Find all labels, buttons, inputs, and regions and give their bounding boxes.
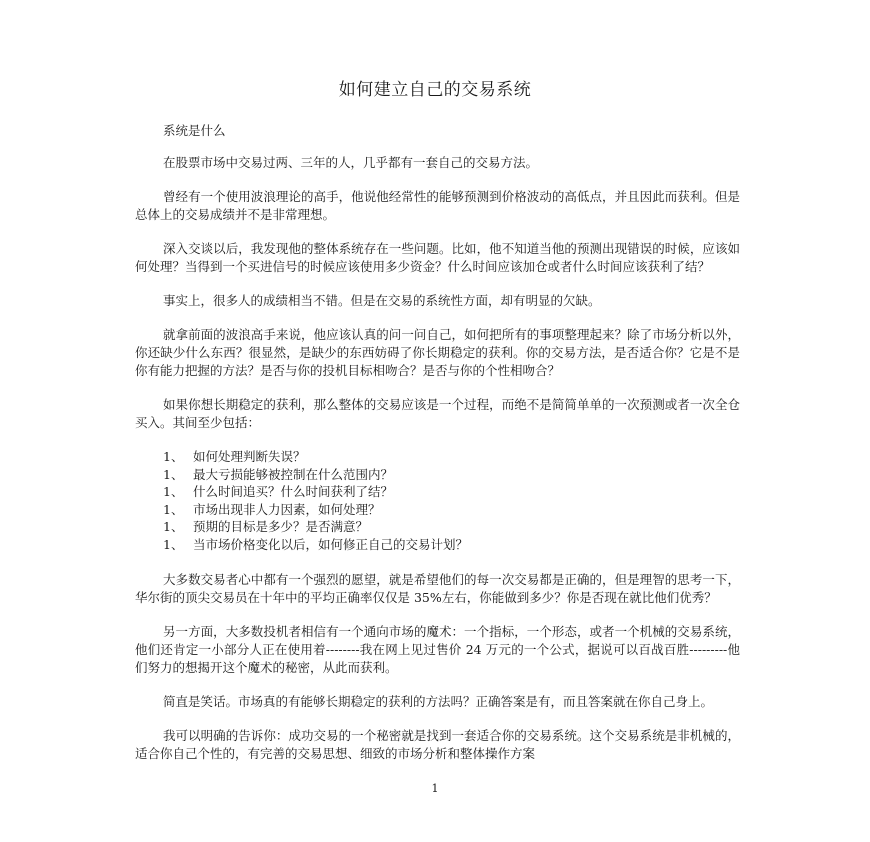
paragraph: 大多数交易者心中都有一个强烈的愿望，就是希望他们的每一次交易都是正确的，但是理智的思考一下，华尔街的顶尖交易员在十年中的平均正确率仅仅是 35%左右，你能做到多少？你是否现在就比他们优秀？ — [135, 572, 740, 605]
list-item-number: 1、 — [163, 536, 184, 552]
checklist — [135, 448, 740, 553]
list-item-number: 1、 — [163, 449, 184, 464]
paragraph: 曾经有一个使用波浪理论的高手，他说他经常性的能够预测到价格波动的高低点，并且因此而获利。但是总体上的交易成绩并不是非常理想。 — [135, 189, 740, 222]
paragraph: 另一方面，大多数投机者相信有一个通向市场的魔术：一个指标，一个形态，或者一个机械的交易系统，他们还肯定一小部分人正在使用着--------我在网上见过售价 24 万元的一个公式，据说可以百战百胜---------他们努力的想揭开这个魔术的秘密，从此而获利。 — [135, 624, 740, 675]
paragraph: 深入交谈以后，我发现他的整体系统存在一些问题。比如，他不知道当他的预测出现错误的时候，应该如何处理？当得到一个买进信号的时候应该使用多少资金？什么时间应该加仓或者什么时间应该获利了结？ — [135, 241, 740, 274]
list-item-text: 如何处理判断失误？ — [193, 449, 306, 464]
list-item — [135, 483, 740, 501]
list-item — [135, 536, 740, 554]
list-item-number: 1、 — [163, 484, 184, 499]
paragraph: 在股票市场中交易过两、三年的人，几乎都有一套自己的交易方法。 — [163, 155, 539, 170]
list-item-text: 当市场价格变化以后，如何修正自己的交易计划？ — [193, 536, 469, 552]
document-title: 如何建立自己的交易系统 — [338, 80, 532, 100]
document-body — [135, 122, 740, 779]
list-item-number: 1、 — [163, 519, 184, 534]
list-item-number: 1、 — [163, 501, 184, 517]
list-item-text: 什么时间追买？什么时间获利了结？ — [193, 484, 394, 499]
list-item — [135, 501, 740, 519]
paragraph: 如果你想长期稳定的获利，那么整体的交易应该是一个过程，而绝不是简简单单的一次预测或者一次全仓买入。其间至少包括： — [135, 397, 740, 430]
list-item — [135, 466, 740, 484]
paragraph: 我可以明确的告诉你：成功交易的一个秘密就是找到一套适合你的交易系统。这个交易系统是非机械的，适合你自己个性的，有完善的交易思想、细致的市场分析和整体操作方案 — [135, 728, 740, 761]
list-item — [135, 518, 740, 536]
list-item — [135, 448, 740, 466]
paragraph: 事实上，很多人的成绩相当不错。但是在交易的系统性方面，却有明显的欠缺。 — [163, 293, 601, 308]
list-item-text: 最大亏损能够被控制在什么范围内？ — [193, 466, 394, 482]
section-heading: 系统是什么 — [163, 123, 226, 138]
list-item-text: 市场出现非人力因素，如何处理？ — [193, 501, 381, 517]
list-item-number: 1、 — [163, 466, 184, 482]
paragraph: 就拿前面的波浪高手来说，他应该认真的问一问自己，如何把所有的事项整理起来？除了市场分析以外，你还缺少什么东西？很显然，是缺少的东西妨碍了你长期稳定的获利。你的交易方法，是否适合你？它是不是你有能力把握的方法？是否与你的投机目标相吻合？是否与你的个性相吻合？ — [135, 327, 740, 378]
paragraph: 简直是笑话。市场真的有能够长期稳定的获利的方法吗？正确答案是有，而且答案就在你自己身上。 — [163, 694, 714, 709]
page-number: 1 — [431, 782, 439, 795]
list-item-text: 预期的目标是多少？是否满意？ — [193, 519, 369, 534]
